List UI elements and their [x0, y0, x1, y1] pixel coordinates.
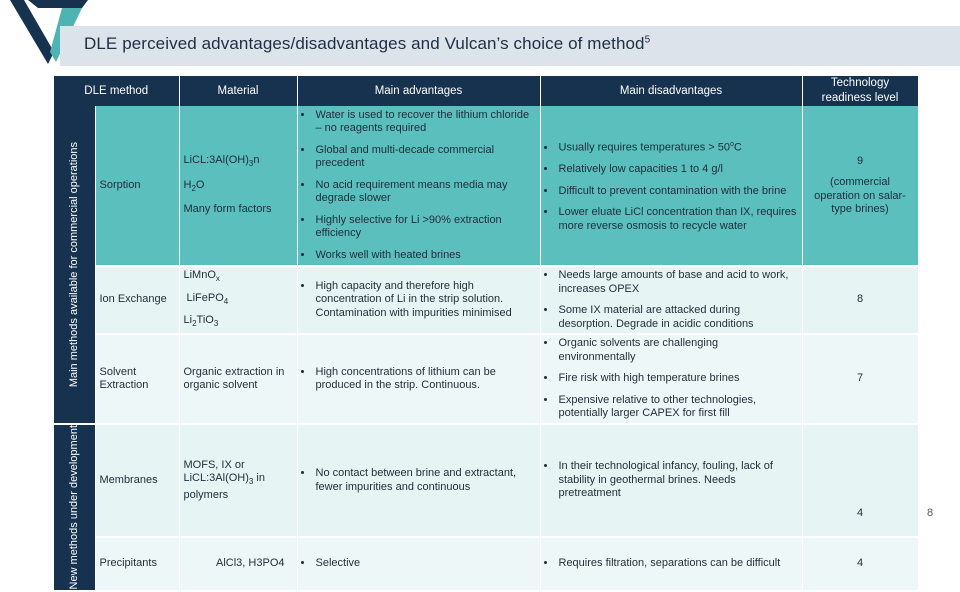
- disadvantages-cell: [540, 537, 802, 591]
- header-main-advantages: Main advantages: [297, 76, 540, 106]
- material-cell: MOFS, IX or $LiCL:3Al(OH)_3$ in polymers: [179, 424, 297, 537]
- advantages-cell: [297, 334, 540, 424]
- list-item: • Global and multi-decade commercial precedent: [314, 144, 536, 171]
- list-item: • Works well with heated brines: [314, 249, 536, 263]
- method-cell: Precipitants: [95, 537, 179, 591]
- material-cell: AlCl3, H3PO4: [179, 537, 297, 591]
- trl-cell: 7: [802, 334, 918, 424]
- group-label-development: New methods under development: [54, 424, 95, 590]
- advantages-cell: [297, 266, 540, 334]
- trl-cell: 8: [802, 266, 918, 334]
- trl-cell: 4: [802, 537, 918, 591]
- method-cell: Ion Exchange: [95, 266, 179, 334]
- slide-title: DLE perceived advantages/disadvantages and Vulcan’s choice of method$^5$: [84, 34, 651, 53]
- list-item: • Some IX material are attacked during desorption. Degrade in acidic conditions: [557, 304, 798, 331]
- list-item: • Usually requires temperatures > $50^oC$: [557, 138, 798, 155]
- list-item: • Fire risk with high temperature brines: [557, 372, 798, 386]
- list-item: • Lower eluate LiCl concentration than IX, requires more reverse osmosis to recycle water: [557, 206, 798, 233]
- trl-cell: 4: [802, 424, 918, 537]
- disadvantages-cell: [540, 334, 802, 424]
- method-cell: Membranes: [95, 424, 179, 537]
- list-item: • High capacity and therefore high concentration of Li in the strip solution. Contamination with impurities minimised: [314, 280, 536, 321]
- list-item: • High concentrations of lithium can be produced in the strip. Continuous.: [314, 366, 536, 393]
- table-row: [54, 537, 918, 591]
- list-item: • No contact between brine and extractant, fewer impurities and continuous: [314, 467, 536, 494]
- list-item: • Highly selective for Li >90% extraction efficiency: [314, 214, 536, 241]
- list-item: • Requires filtration, separations can be difficult: [557, 557, 798, 571]
- advantages-cell: [297, 106, 540, 266]
- group-label-commercial: Main methods available for commercial operations: [54, 106, 95, 424]
- list-item: • In their technological infancy, fouling, lack of stability in geothermal brines. Needs pretreatment: [557, 460, 798, 501]
- table-row: [54, 334, 918, 424]
- advantages-cell: [297, 424, 540, 537]
- disadvantages-cell: [540, 424, 802, 537]
- list-item: • Relatively low capacities 1 to 4 g/l: [557, 163, 798, 177]
- list-item: • No acid requirement means media may degrade slower: [314, 179, 536, 206]
- table-row: [54, 266, 918, 334]
- disadvantages-cell: [540, 266, 802, 334]
- header-dle-method: DLE method: [54, 76, 179, 106]
- table-row: [54, 424, 918, 537]
- method-cell: Sorption: [95, 106, 179, 266]
- header-main-disadvantages: Main disadvantages: [540, 76, 802, 106]
- list-item: • Needs large amounts of base and acid to work, increases OPEX: [557, 269, 798, 296]
- header-trl: Technology readiness level: [802, 76, 918, 106]
- list-item: • Water is used to recover the lithium chloride – no reagents required: [314, 109, 536, 136]
- list-item: • Organic solvents are challenging environmentally: [557, 337, 798, 364]
- list-item: • Selective: [314, 557, 536, 571]
- table-header-row: [54, 76, 918, 106]
- material-cell: Organic extraction in organic solvent: [179, 334, 297, 424]
- trl-cell: 9 (commercial operation on salar-type brines): [802, 106, 918, 266]
- table-row: [54, 106, 918, 266]
- header-material: Material: [179, 76, 297, 106]
- advantages-cell: [297, 537, 540, 591]
- list-item: • Expensive relative to other technologies, potentially larger CAPEX for first fill: [557, 394, 798, 421]
- material-cell: $LiCL:3Al(OH)_3n$ $H_2O$ Many form factors: [179, 106, 297, 266]
- material-cell: LiMnO$_x$ LiFePO$_4$ $Li_2TiO_3$: [179, 266, 297, 334]
- page-number: 8: [927, 507, 934, 519]
- disadvantages-cell: [540, 106, 802, 266]
- method-cell: Solvent Extraction: [95, 334, 179, 424]
- list-item: • Difficult to prevent contamination with the brine: [557, 185, 798, 199]
- dle-comparison-table: [54, 76, 919, 592]
